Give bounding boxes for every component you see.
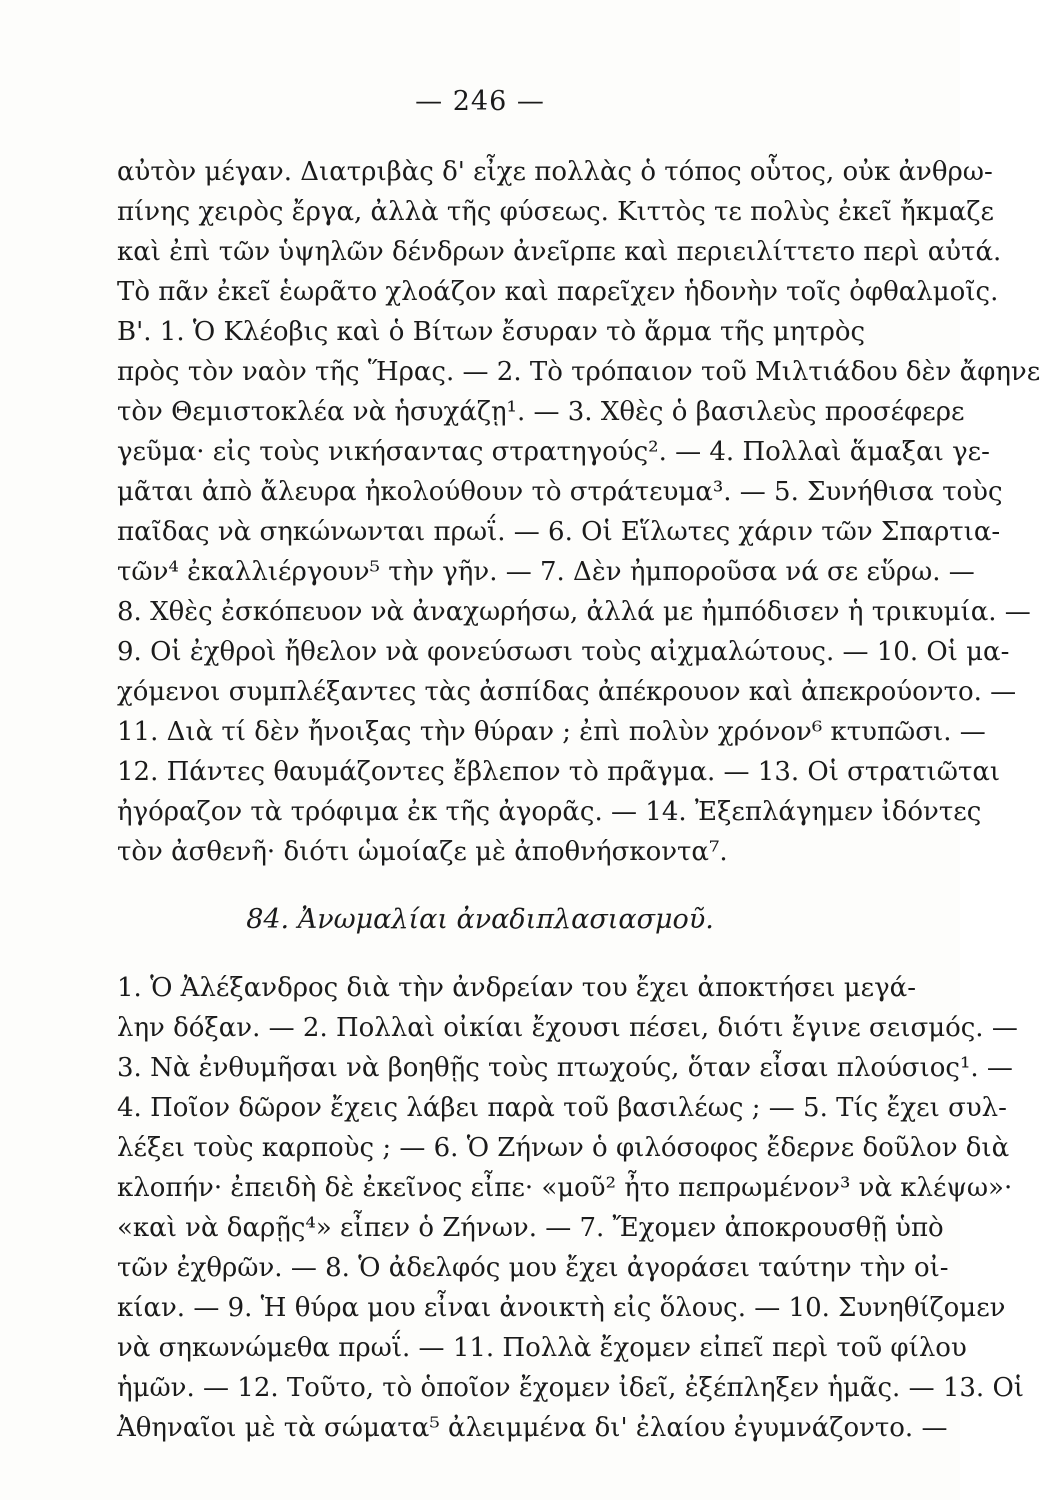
text-line: ἡμῶν. — 12. Τοῦτο, τὸ ὁποῖον ἔχομεν ἰδεῖ, ἐξέπληξεν ἡμᾶς. — 13. Οἱ [117,1373,1024,1403]
text-line: λέξει τοὺς καρποὺς ; — 6. Ὁ Ζήνων ὁ φιλόσοφος ἔδερνε δοῦλον διὰ [117,1133,1010,1163]
text-line: 9. Οἱ ἐχθροὶ ἤθελον νὰ φονεύσωσι τοὺς αἰχμαλώτους. — 10. Οἱ μα- [117,637,1010,667]
text-line: κίαν. — 9. Ἡ θύρα μου εἶναι ἀνοικτὴ εἰς ὅλους. — 10. Συνηθίζομεν [117,1293,1006,1323]
text-line: 3. Νὰ ἐνθυμῆσαι νὰ βοηθῇς τοὺς πτωχούς, ὅταν εἶσαι πλούσιος¹. — [117,1053,1013,1083]
text-line: γεῦμα· εἰς τοὺς νικήσαντας στρατηγούς². — 4. Πολλαὶ ἅμαξαι γε- [117,437,990,467]
text-line: αὐτὸν μέγαν. Διατριβὰς δ' εἶχε πολλὰς ὁ τόπος οὗτος, οὐκ ἀνθρω- [117,157,993,187]
text-line: Ἀθηναῖοι μὲ τὰ σώματα⁵ ἀλειμμένα δι' ἐλαίου ἐγυμνάζοντο. — [117,1413,948,1443]
text-line: 8. Χθὲς ἐσκόπευον νὰ ἀναχωρήσω, ἀλλά με ἠμπόδισεν ἡ τρικυμία. — [117,597,1031,627]
text-line: τὸν ἀσθενῆ· διότι ὡμοίαζε μὲ ἀποθνήσκοντα⁷. [117,837,728,867]
text-line: 4. Ποῖον δῶρον ἔχεις λάβει παρὰ τοῦ βασιλέως ; — 5. Τίς ἔχει συλ- [117,1093,1007,1123]
text-line: τῶν ἐχθρῶν. — 8. Ὁ ἀδελφός μου ἔχει ἀγοράσει ταύτην τὴν οἰ- [117,1253,949,1283]
text-line: κλοπήν· ἐπειδὴ δὲ ἐκεῖνος εἶπε· «μοῦ² ἦτο πεπρωμένον³ νὰ κλέψω»· [117,1173,1013,1203]
text-line: νὰ σηκωνώμεθα πρωΐ. — 11. Πολλὰ ἔχομεν εἰπεῖ περὶ τοῦ φίλου [117,1333,967,1363]
text-line: πρὸς τὸν ναὸν τῆς Ἥρας. — 2. Τὸ τρόπαιον τοῦ Μιλτιάδου δὲν ἄφηνε [117,357,1040,387]
text-line: 1. Ὁ Ἀλέξανδρος διὰ τὴν ἀνδρείαν του ἔχει ἀποκτήσει μεγά- [117,973,916,1003]
text-line: λην δόξαν. — 2. Πολλαὶ οἰκίαι ἔχουσι πέσει, διότι ἔγινε σεισμός. — [117,1013,1018,1043]
text-line: Β'. 1. Ὁ Κλέοβις καὶ ὁ Βίτων ἔσυραν τὸ ἅρμα τῆς μητρὸς [117,317,866,347]
text-line: Τὸ πᾶν ἐκεῖ ἑωρᾶτο χλοάζον καὶ παρεῖχεν ἡδονὴν τοῖς ὀφθαλμοῖς. [117,277,999,307]
text-line: πίνης χειρὸς ἔργα, ἀλλὰ τῆς φύσεως. Κιττὸς τε πολὺς ἐκεῖ ἤκμαζε [117,197,994,227]
text-line: παῖδας νὰ σηκώνωνται πρωΐ. — 6. Οἱ Εἵλωτες χάριν τῶν Σπαρτια- [117,517,1001,547]
text-line: χόμενοι συμπλέξαντες τὰς ἀσπίδας ἀπέκρουον καὶ ἀπεκρούοντο. — [117,677,1017,707]
text-line: 11. Διὰ τί δὲν ἤνοιξας τὴν θύραν ; ἐπὶ πολὺν χρόνον⁶ κτυπῶσι. — [117,717,986,747]
text-line: «καὶ νὰ δαρῇς⁴» εἶπεν ὁ Ζήνων. — 7. Ἔχομεν ἀποκρουσθῇ ὑπὸ [117,1213,944,1243]
section-heading: 84. Ἀνωμαλίαι ἀναδιπλασιασμοῦ. [246,904,714,935]
text-line: τῶν⁴ ἐκαλλιέργουν⁵ τὴν γῆν. — 7. Δὲν ἠμποροῦσα νά σε εὕρω. — [117,557,975,587]
text-line: τὸν Θεμιστοκλέα νὰ ἡσυχάζῃ¹. — 3. Χθὲς ὁ βασιλεὺς προσέφερε [117,397,965,427]
text-line: ἠγόραζον τὰ τρόφιμα ἐκ τῆς ἀγορᾶς. — 14. Ἐξεπλάγημεν ἰδόντες [117,797,982,827]
text-line: μᾶται ἀπὸ ἄλευρα ἠκολούθουν τὸ στράτευμα³. — 5. Συνήθισα τοὺς [117,477,1003,507]
page-number: — 246 — [415,86,545,117]
text-line: καὶ ἐπὶ τῶν ὑψηλῶν δένδρων ἀνεῖρπε καὶ περιειλίττετο περὶ αὐτά. [117,237,1002,267]
text-line: 12. Πάντες θαυμάζοντες ἔβλεπον τὸ πρᾶγμα. — 13. Οἱ στρατιῶται [117,757,1001,787]
